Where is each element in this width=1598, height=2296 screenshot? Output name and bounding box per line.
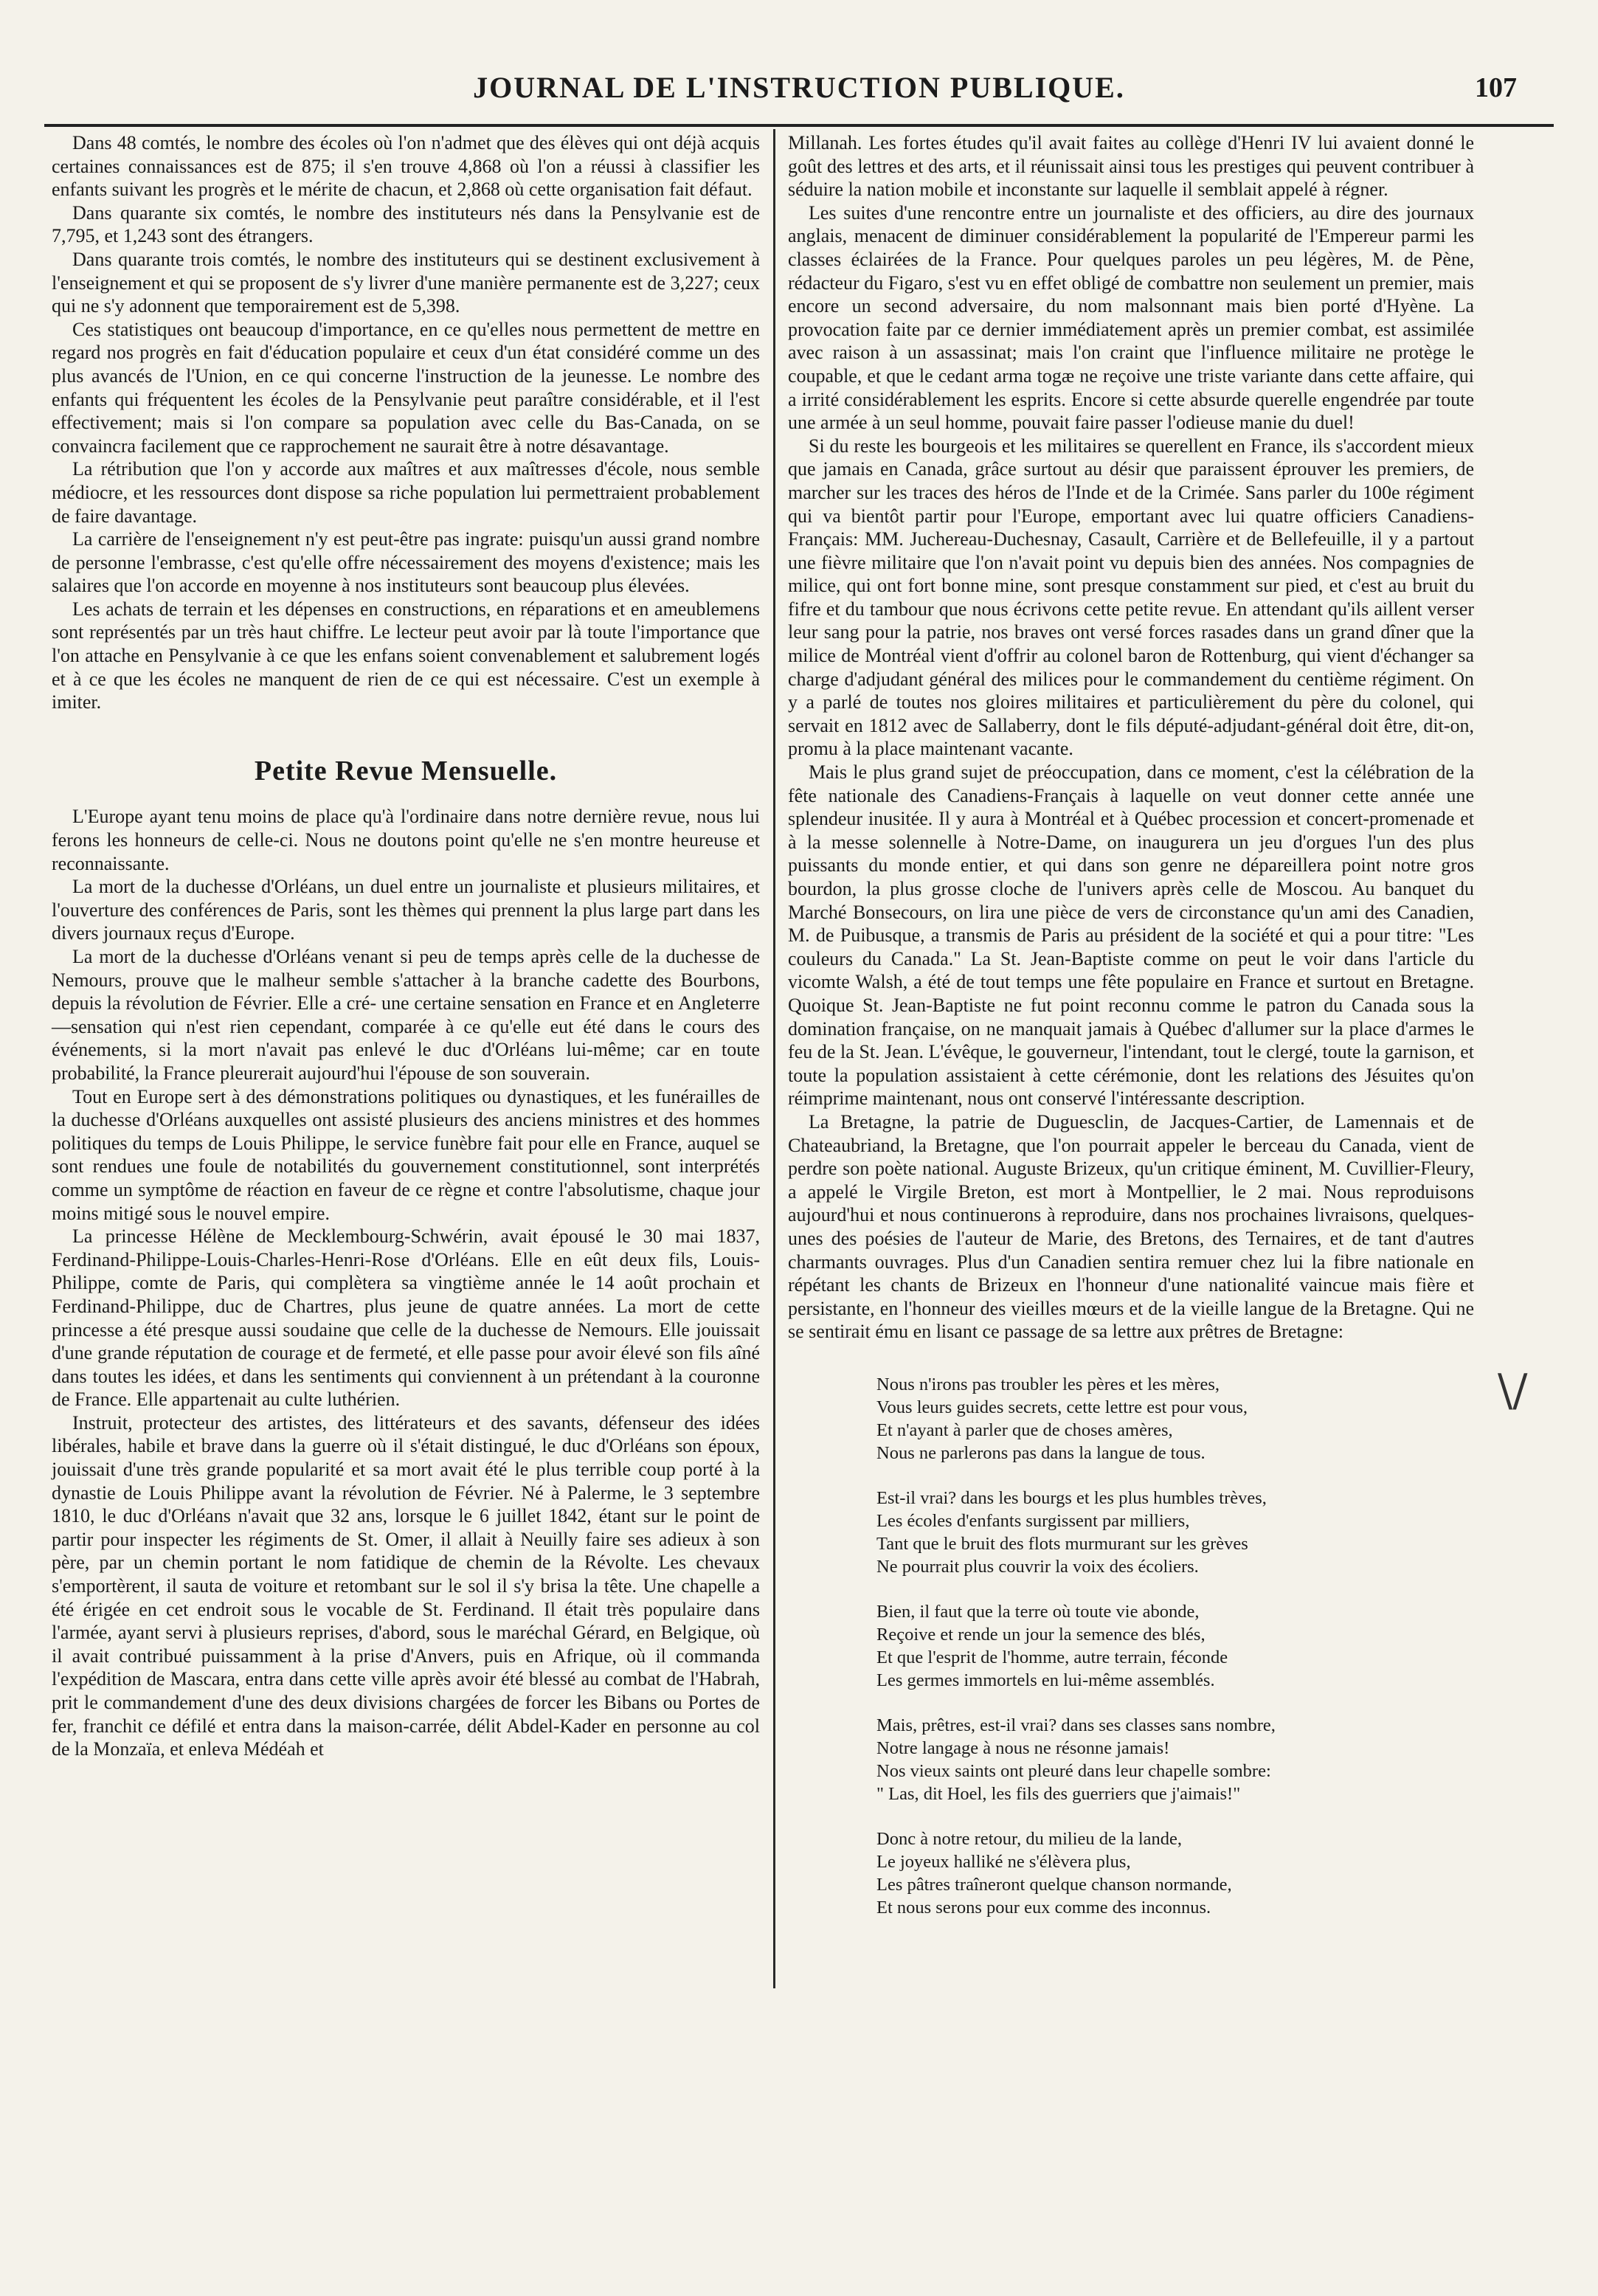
poem-line: Les pâtres traîneront quelque chanson normande, <box>876 1874 1232 1895</box>
margin-mark: \/ <box>1498 1365 1528 1417</box>
poem-stanza <box>876 1373 1474 1465</box>
poem-stanza <box>876 1487 1474 1578</box>
poem-line: Tant que le bruit des flots murmurant sur les grèves <box>876 1533 1248 1554</box>
paragraph: La rétribution que l'on y accorde aux maîtres et aux maîtresses d'école, nous semble médiocre, et les ressources dont dispose sa riche population lui permettraient probablement de faire davantage. <box>52 458 760 527</box>
poem-line: Notre langage à nous ne résonne jamais! <box>876 1737 1170 1758</box>
paragraph: Dans 48 comtés, le nombre des écoles où l'on n'admet que des élèves qui ont déjà acquis certaines connaissances est de 875; il s'en trouve 4,868 où l'on a réussi à classifier les enfants suivant les progrès et le mérite de chacun, et 2,868 où cette organisation fait défaut. <box>52 132 760 201</box>
poem-line: Les germes immortels en lui-même assemblés. <box>876 1670 1215 1690</box>
poem-line: Vous leurs guides secrets, cette lettre est pour vous, <box>876 1397 1248 1417</box>
poem-line: Bien, il faut que la terre où toute vie abonde, <box>876 1601 1200 1622</box>
poem-stanza <box>876 1828 1474 1919</box>
poem-line: Nous n'irons pas troubler les pères et les mères, <box>876 1374 1220 1394</box>
paragraph: La carrière de l'enseignement n'y est peut-être pas ingrate: puisqu'un aussi grand nombre de personne l'embrasse, c'est qu'elle offre nécessairement des moyens d'existence; mais les salaires que l'on accorde en moyenne à nos instituteurs sont beaucoup plus élevées. <box>52 528 760 597</box>
paragraph: La Bretagne, la patrie de Duguesclin, de Jacques-Cartier, de Lamennais et de Chateaubriand, la Bretagne, que l'on pourrait appeler le berceau du Canada, vient de perdre son poète national. Auguste Brizeux, qu'un critique éminent, M. Cuvillier-Fleury, a appelé le Virgile Breton, est mort à Montpellier, le 2 mai. Nous reproduisons aujourd'hui et nous continuerons à reproduire, dans nos prochaines livraisons, quelques-unes des poésies de l'auteur de Marie, des Bretons, des Ternaires, et de tant d'autres charmants ouvrages. Plus d'un Canadien sentira remuer chez lui la fibre nationale en répétant les chants de Brizeux en l'honneur d'une nationalité vaincue mais fière et persistante, en l'honneur des vieilles mœurs et de la vieille langue de la Bretagne. Qui ne se sentirait ému en lisant ce passage de sa lettre aux prêtres de Bretagne: <box>788 1110 1474 1343</box>
poem-line: Et que l'esprit de l'homme, autre terrain, féconde <box>876 1647 1228 1667</box>
paragraph: L'Europe ayant tenu moins de place qu'à l'ordinaire dans notre dernière revue, nous lui ferons les honneurs de celle-ci. Nous ne doutons point qu'elle ne s'en montre heureuse et reconnaissante. <box>52 806 760 874</box>
header-rule <box>44 124 1554 127</box>
poem-stanza <box>876 1600 1474 1692</box>
poem-line: Le joyeux halliké ne s'élèvera plus, <box>876 1851 1131 1872</box>
paragraph: Mais le plus grand sujet de préoccupation, dans ce moment, c'est la célébration de la fête nationale des Canadiens-Français à laquelle on veut donner cette année une splendeur inusitée. Il y aura à Montréal et à Québec procession et concert-promenade et à la messe solennelle à Notre-Dame, on inaugurera un jeu d'orgues l'un des plus puissants du monde entier, et qui dans son genre ne dépareillera point notre gros bourdon, la plus grosse cloche de l'univers après celle de Moscou. Au banquet du Marché Bonsecours, on lira une pièce de vers de circonstance qu'un ami des Canadien, M. de Puibusque, a transmis de Paris au président de la société et qui a pour titre: "Les couleurs du Canada." La St. Jean-Baptiste comme on peut le voir dans l'article du vicomte Walsh, a été de tout temps une fête populaire en France et surtout en Bretagne. Quoique St. Jean-Baptiste ne fut point reconnu comme le patron du Canada sous la domination française, on ne manquait jamais à Québec d'allumer sur la place d'armes le feu de la St. Jean. L'évêque, le gouverneur, l'intendant, tout le clergé, toute la garnison, et toute la population assistaient à cette cérémonie, dont les relations des Jésuites qu'on réimprime maintenant, nous ont conservé l'intéressante description. <box>788 761 1474 1110</box>
poem-line: Reçoive et rende un jour la semence des blés, <box>876 1624 1206 1645</box>
poem-line: Est-il vrai? dans les bourgs et les plus humbles trèves, <box>876 1487 1267 1508</box>
paragraph: Ces statistiques ont beaucoup d'importance, en ce qu'elles nous permettent de mettre en regard nos progrès en fait d'éducation populaire et ceux d'un état considéré comme un des plus avancés de l'Union, en ce qui concerne l'instruction de la jeunesse. Le nombre des enfants qui fréquentent les écoles de la Pensylvanie peut paraître considérable, et il l'est effectivement; mais si l'on compare sa population avec celle du Bas-Canada, on se convaincra facilement que ce rapprochement ne saurait être à notre désavantage. <box>52 318 760 457</box>
paragraph: Les suites d'une rencontre entre un journaliste et des officiers, au dire des journaux anglais, menacent de diminuer considérablement la popularité de l'Empereur parmi les classes éclairées de la France. Pour quelques paroles un peu légères, M. de Pène, rédacteur du Figaro, s'est vu en effet obligé de combattre non seulement un premier, mais encore un second adversaire, du nom malsonnant mais bien porté d'Hyène. La provocation faite par ce dernier immédiatement après un premier combat, est assimilée avec raison à un assassinat; mais l'on craint que l'influence militaire ne protège le coupable, et que le cedant arma togæ ne reçoive une triste variante dans cette affaire, qui a irrité considérablement les esprits. Encore si cette absurde querelle engendrée par toute une armée à un seul homme, pouvait faire passer l'odieuse manie du duel! <box>788 201 1474 434</box>
paragraph: La mort de la duchesse d'Orléans, un duel entre un journaliste et plusieurs militaires, et l'ouverture des conférences de Paris, sont les thèmes qui prennent la plus large part dans les divers journaux reçus d'Europe. <box>52 876 760 944</box>
poem-line: Nos vieux saints ont pleuré dans leur chapelle sombre: <box>876 1760 1271 1781</box>
left-column <box>52 131 760 1761</box>
paragraph: La princesse Hélène de Mecklembourg-Schwérin, avait épousé le 30 mai 1837, Ferdinand-Philippe-Louis-Charles-Henri-Rose d'Orléans. Elle en eût deux fils, Louis-Philippe, comte de Paris, qui complètera sa vingtième année le 14 août prochain et Ferdinand-Philippe, duc de Chartres, plus jeune de quatre années. La mort de cette princesse a été presque aussi soudaine que celle de la duchesse de Nemours. Elle jouissait d'une grande réputation de courage et de fermeté, et elle passe pour avoir élevé son fils aîné dans toutes les idées, et dans les sentiments qui conviennent à un prétendant à la couronne de France. Elle appartenait au culte luthérien. <box>52 1225 760 1411</box>
paragraph: Les achats de terrain et les dépenses en constructions, en réparations et en ameublemens sont représentés par un très haut chiffre. Le lecteur peut avoir par là toute l'importance que l'on attache en Pensylvanie à ce que les enfans soient convenablement et salubrement logés et à ce que les écoles ne manquent de rien de ce qui est nécessaire. C'est un exemple à imiter. <box>52 598 760 713</box>
left-column-paragraphs <box>52 131 760 714</box>
poem-line: Donc à notre retour, du milieu de la lande, <box>876 1828 1183 1849</box>
poem-line: Les écoles d'enfants surgissent par milliers, <box>876 1510 1190 1531</box>
paragraph: Millanah. Les fortes études qu'il avait faites au collège d'Henri IV lui avaient donné le goût des lettres et des arts, et il réunissait ainsi tous les prestiges qui peuvent contribuer à séduire la nation mobile et inconstante sur laquelle il semblait appelé à régner. <box>788 132 1474 201</box>
poem-line: " Las, dit Hoel, les fils des guerriers que j'aimais!" <box>876 1783 1241 1804</box>
revue-paragraphs <box>52 805 760 1760</box>
right-column <box>788 131 1474 1941</box>
paragraph: La mort de la duchesse d'Orléans venant si peu de temps après celle de la duchesse de Nemours, prouve que le malheur semble s'attacher à la branche cadette des Bourbons, depuis la révolution de Février. Elle a cré- une certaine sensation en France et en Angleterre—sensation qui n'est rien cependant, comparée à ce qu'elle eut été dans le cours des événements, si la mort n'avait pas enlevé le duc d'Orléans lui-même; car en toute probabilité, la France pleurerait aujourd'hui l'épouse de son souverain. <box>52 946 760 1084</box>
journal-title: JOURNAL DE L'INSTRUCTION PUBLIQUE. <box>473 71 1125 104</box>
poem-line: Et n'ayant à parler que de choses amères, <box>876 1420 1173 1440</box>
page-header <box>44 70 1554 114</box>
paragraph: Si du reste les bourgeois et les militaires se querellent en France, ils s'accordent mieux que jamais en Canada, grâce surtout au désir que paraissent éprouver les premiers, de marcher sur les traces des héros de l'Inde et de la Crimée. Sans parler du 100e régiment qui va bientôt partir pour l'Europe, emportant avec lui quatre officiers Canadiens-Français: MM. Juchereau-Duchesnay, Casault, Carrière et de Bellefeuille, il y a partout une fièvre militaire que l'on n'avait point vu depuis bien des années. Nos compagnies de milice, qui ont fort bonne mine, sont presque constamment sur pied, et c'est au bruit du fifre et du tambour que nous écrivons cette petite revue. En attendant qu'ils aillent verser leur sang pour la patrie, nos braves ont versé forces rasades dans un grand dîner que la milice de Montréal vient d'offrir au colonel baron de Rottenburg, qui vient d'échanger sa charge d'adjudant général des milices pour le commandement du centième régiment. On y a parlé de toutes nos gloires militaires et particulièrement du père du colonel, qui servait en 1812 avec de Sallaberry, dont le fils député-adjudant-général doit être, dit-on, promu à la place maintenant vacante. <box>788 435 1474 760</box>
section-title: Petite Revue Mensuelle. <box>254 755 558 786</box>
paragraph: Instruit, protecteur des artistes, des littérateurs et des savants, défenseur des idées libérales, habile et brave dans la guerre où il s'était distingué, le duc d'Orléans son époux, jouissait d'une très grande popularité et sa mort avait été le plus terrible coup porté à la dynastie de Louis Philippe avant la révolution de Février. Né à Palerme, le 3 septembre 1810, le duc d'Orléans n'avait que 32 ans, lorsque le 6 juillet 1842, étant sur le point de partir pour inspecter les régiments de St. Omer, il allait à Neuilly faire ses adieux à son père, par un chemin portant le nom fatidique de chemin de la Révolte. Les chevaux s'emportèrent, il sauta de voiture et retombant sur le sol il s'y brisa la tête. Une chapelle a été érigée en cet endroit sous le vocable de St. Ferdinand. Il était très populaire dans l'armée, ayant servi à plusieurs reprises, d'abord, sous le maréchal Gérard, en Belgique, où il avait contribué puissamment à la prise d'Anvers, puis en Afrique, où il commanda l'expédition de Mascara, entra dans cette ville après avoir été blessé au combat de l'Habrah, prit le commandement d'une des deux divisions chargées de forcer les Bibans ou Portes de fer, franchit ce défilé et entra dans la maison-carrée, délit Abdel-Kader en personne au col de la Monzaïa, et enleva Médéah et <box>52 1411 760 1760</box>
poem-line: Et nous serons pour eux comme des inconnus. <box>876 1897 1211 1918</box>
paragraph: Dans quarante six comtés, le nombre des instituteurs nés dans la Pensylvanie est de 7,795, et 1,243 sont des étrangers. <box>52 201 760 247</box>
column-divider <box>773 129 775 1988</box>
poem-line: Mais, prêtres, est-il vrai? dans ses classes sans nombre, <box>876 1715 1276 1735</box>
poem-line: Ne pourrait plus couvrir la voix des écoliers. <box>876 1556 1199 1577</box>
poem <box>876 1373 1474 1919</box>
poem-line: Nous ne parlerons pas dans la langue de tous. <box>876 1442 1206 1463</box>
paragraph: Dans quarante trois comtés, le nombre des instituteurs qui se destinent exclusivement à l'enseignement et qui se proposent de s'y livrer d'une manière permanente est de 3,227; ceux qui ne s'y adonnent que temporairement est de 5,398. <box>52 248 760 317</box>
right-column-paragraphs <box>788 131 1474 1344</box>
page-number: 107 <box>1475 72 1517 103</box>
poem-stanza <box>876 1714 1474 1805</box>
paragraph: Tout en Europe sert à des démonstrations politiques ou dynastiques, et les funérailles de la duchesse d'Orléans auxquelles ont assisté plusieurs des anciens ministres et des hommes politiques du temps de Louis Philippe, le service funèbre fait pour elle en France, auquel se sont rendues une foule de notabilités du gouvernement constitutionnel, sont interprétés comme un symptôme de réaction en faveur de ce règne et contre l'absolutisme, chaque jour moins mitigé sous le nouvel empire. <box>52 1085 760 1224</box>
